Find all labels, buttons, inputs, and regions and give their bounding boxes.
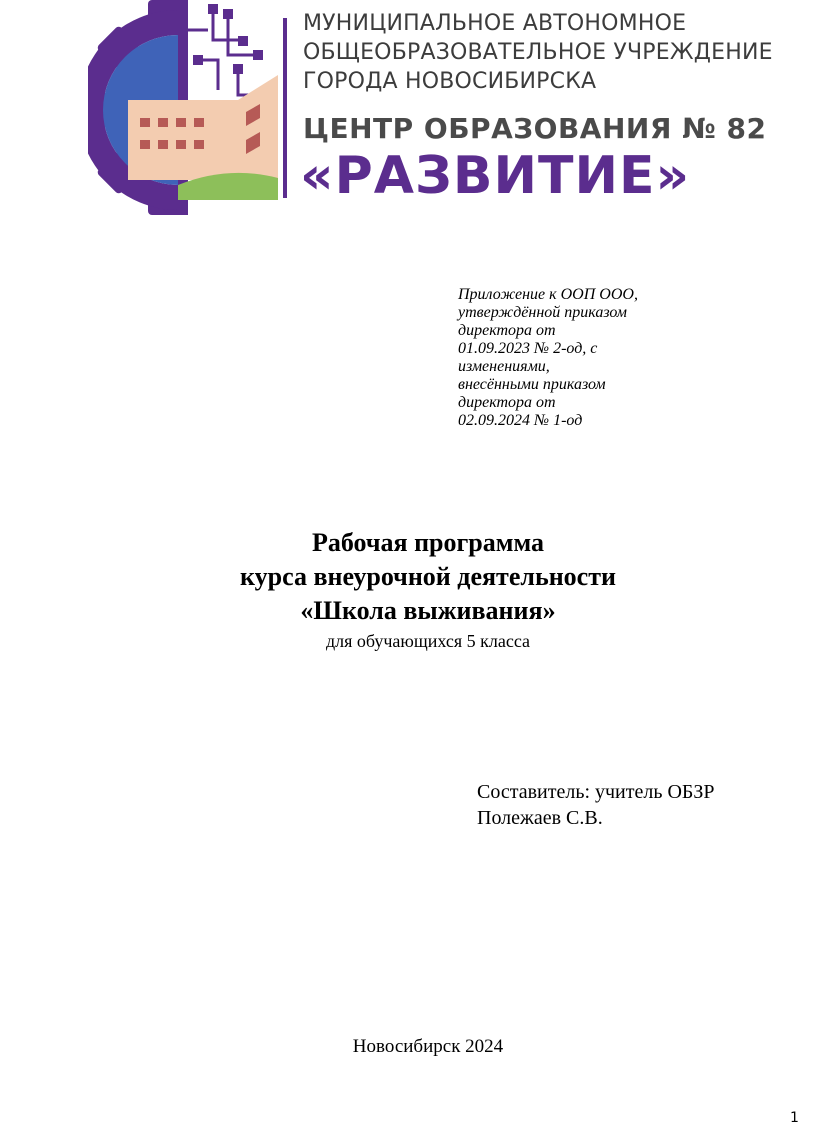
title-line-2: курса внеурочной деятельности (240, 562, 616, 591)
compiler-info (477, 779, 715, 831)
title-line-3: «Школа выживания» (300, 596, 556, 625)
logo-divider (283, 18, 287, 198)
org-name-line-1: МУНИЦИПАЛЬНОЕ АВТОНОМНОЕ (303, 11, 687, 36)
compiler-line-2: Полежаев С.В. (477, 807, 603, 829)
appendix-line: внесёнными приказом (458, 376, 606, 393)
org-name-line-3: ГОРОДА НОВОСИБИРСКА (303, 69, 597, 94)
brand-name: «РАЗВИТИЕ» (300, 146, 691, 206)
appendix-note (458, 286, 688, 430)
appendix-line: директора от (458, 394, 556, 411)
school-logo-emblem (88, 0, 278, 215)
title-line-1: Рабочая программа (311, 528, 545, 557)
compiler-line-1: Составитель: учитель ОБЗР (477, 781, 715, 803)
appendix-line: 02.09.2024 № 1-од (458, 412, 583, 429)
appendix-line: изменениями, (458, 358, 550, 375)
page-number: 1 (790, 1110, 799, 1126)
appendix-line: Приложение к ООП ООО, (458, 286, 638, 303)
title-subtitle: для обучающихся 5 класса (325, 631, 531, 651)
center-name: ЦЕНТР ОБРАЗОВАНИЯ № 82 (303, 112, 767, 145)
city-year: Новосибирск 2024 (352, 1036, 504, 1057)
appendix-line: директора от (458, 322, 556, 339)
document-title (0, 526, 816, 652)
appendix-line: утверждённой приказом (458, 304, 627, 321)
org-name-line-2: ОБЩЕОБРАЗОВАТЕЛЬНОЕ УЧРЕЖДЕНИЕ (303, 40, 773, 65)
appendix-line: 01.09.2023 № 2-од, с (458, 340, 598, 357)
